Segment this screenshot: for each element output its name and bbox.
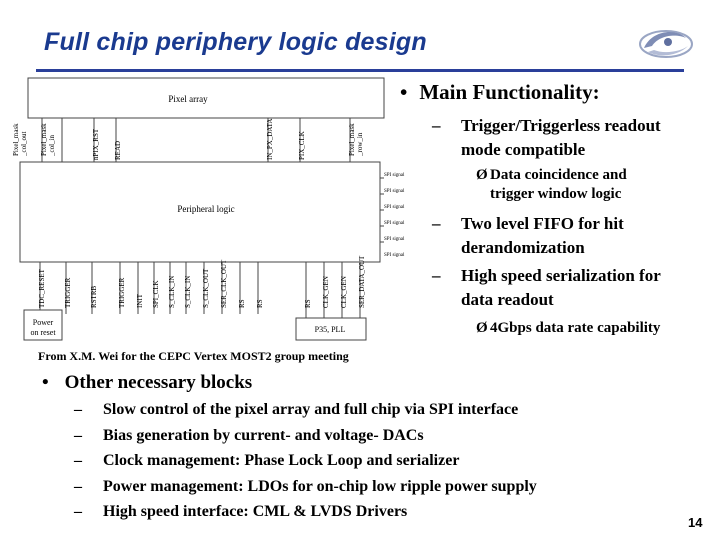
func-subitem-datarate — [476, 319, 660, 338]
power-label-1: Power — [32, 318, 54, 327]
list-item — [74, 400, 674, 426]
func-subitem-coincidence — [476, 166, 627, 204]
right-side-signal-label: SPI signal — [384, 253, 405, 258]
institution-logo — [632, 22, 694, 66]
bottom-signal-label: S_CLK_OUT — [202, 268, 210, 308]
func-item-trigger — [432, 114, 661, 162]
list-item-text: Clock management: Phase Lock Loop and serializer — [103, 452, 460, 469]
func-item-line: mode compatible — [461, 140, 586, 159]
main-functionality-heading — [400, 80, 600, 105]
other-blocks-heading-text: Other necessary blocks — [64, 372, 253, 393]
top-mid-signal-label: READ — [114, 140, 122, 160]
right-side-signal-label: SPI signal — [384, 189, 405, 194]
power-label-2: on reset — [30, 328, 56, 337]
func-item-line: High speed serialization for — [461, 266, 661, 285]
bullet-dot: • — [42, 372, 49, 393]
dash-symbol: – — [432, 266, 441, 285]
dash-symbol: – — [74, 477, 82, 495]
bottom-signal-label: S_CLK_IN — [184, 275, 192, 308]
right-side-signal-label: SPI signal — [384, 173, 405, 178]
bottom-signal-label: INIT — [136, 294, 144, 308]
source-note: From X.M. Wei for the CEPC Vertex MOST2 group meeting — [38, 349, 349, 363]
top-left-signal-label: Pixel_mask — [40, 123, 48, 156]
top-left-signal-label: Pixel_mask — [12, 123, 20, 156]
list-item-text: High speed interface: CML & LVDS Drivers — [103, 503, 408, 520]
bottom-signal-label: TRIGGER — [64, 277, 72, 308]
peripheral-logic-label: Peripheral logic — [177, 204, 235, 214]
list-item — [74, 451, 674, 477]
top-left-signal-label: _col_in — [48, 135, 56, 156]
title-underline — [36, 69, 684, 72]
arrow-bullet: Ø — [476, 320, 488, 336]
periphery-block-diagram — [0, 74, 405, 342]
bottom-signal-label: CLK_GEN — [340, 276, 348, 308]
list-item — [74, 502, 674, 528]
func-item-line: Two level FIFO for hit — [461, 214, 624, 233]
top-right-signal-label: _row_in — [356, 132, 364, 156]
bullet-dot: • — [400, 80, 408, 104]
bottom-signal-label: CLK_GEN — [322, 276, 330, 308]
top-right-signal-label: Pixel_mask — [348, 123, 356, 156]
func-item-line: derandomization — [461, 238, 585, 257]
right-side-signal-label: SPI signal — [384, 221, 405, 226]
top-left-signal-label: _col_out — [20, 131, 28, 156]
bottom-signal-label: RSTRB — [90, 285, 98, 308]
func-item-serialization — [432, 264, 661, 312]
bottom-signal-label: RS — [238, 299, 246, 308]
bottom-signal-label: TRIGGER — [118, 277, 126, 308]
bottom-signal-label: SER_DATA_OUT — [358, 255, 366, 308]
right-side-signal-label: SPI signal — [384, 237, 405, 242]
list-item — [74, 426, 674, 452]
func-item-fifo — [432, 212, 624, 260]
dash-symbol: – — [432, 214, 441, 233]
other-blocks-list — [74, 400, 674, 528]
page-number: 14 — [688, 515, 703, 530]
dash-symbol: – — [74, 426, 82, 444]
right-side-signal-label: SPI signal — [384, 205, 405, 210]
top-right-signal-label: IN_PX_DATA — [266, 118, 274, 160]
dash-symbol: – — [74, 503, 82, 520]
func-subitem-line: trigger window logic — [490, 186, 622, 202]
arrow-bullet: Ø — [476, 167, 488, 183]
bottom-signal-label: RS — [304, 299, 312, 308]
dash-symbol: – — [432, 116, 441, 135]
func-item-line: Trigger/Triggerless readout — [461, 116, 661, 135]
func-subitem-line: 4Gbps data rate capability — [490, 320, 661, 336]
pll-label: P35, PLL — [314, 325, 346, 334]
bottom-signal-label: RS — [256, 299, 264, 308]
bottom-signal-label: SER_CLK_OUT — [220, 259, 228, 308]
bottom-signal-label: TDC_RESET — [38, 269, 46, 308]
pixel-array-label: Pixel array — [168, 94, 208, 104]
dash-symbol: – — [74, 401, 82, 418]
list-item-text: Bias generation by current- and voltage- DACs — [103, 426, 424, 444]
bottom-signal-label: SPI_CLK — [152, 280, 160, 308]
other-blocks-heading — [42, 372, 252, 394]
list-item-text: Power management: LDOs for on-chip low ripple power supply — [103, 477, 537, 495]
main-functionality-heading-text: Main Functionality: — [419, 80, 600, 104]
func-subitem-line: Data coincidence and — [490, 167, 627, 183]
bottom-signal-label: S_CLK_IN — [168, 275, 176, 308]
dash-symbol: – — [74, 452, 82, 469]
func-item-line: data readout — [461, 290, 554, 309]
slide-title: Full chip periphery logic design — [44, 28, 427, 56]
list-item-text: Slow control of the pixel array and full chip via SPI interface — [103, 401, 519, 418]
top-mid-signal-label: nPIX_RST — [92, 128, 100, 160]
top-right-signal-label: PIX_CLK — [298, 131, 306, 160]
list-item — [74, 477, 674, 503]
